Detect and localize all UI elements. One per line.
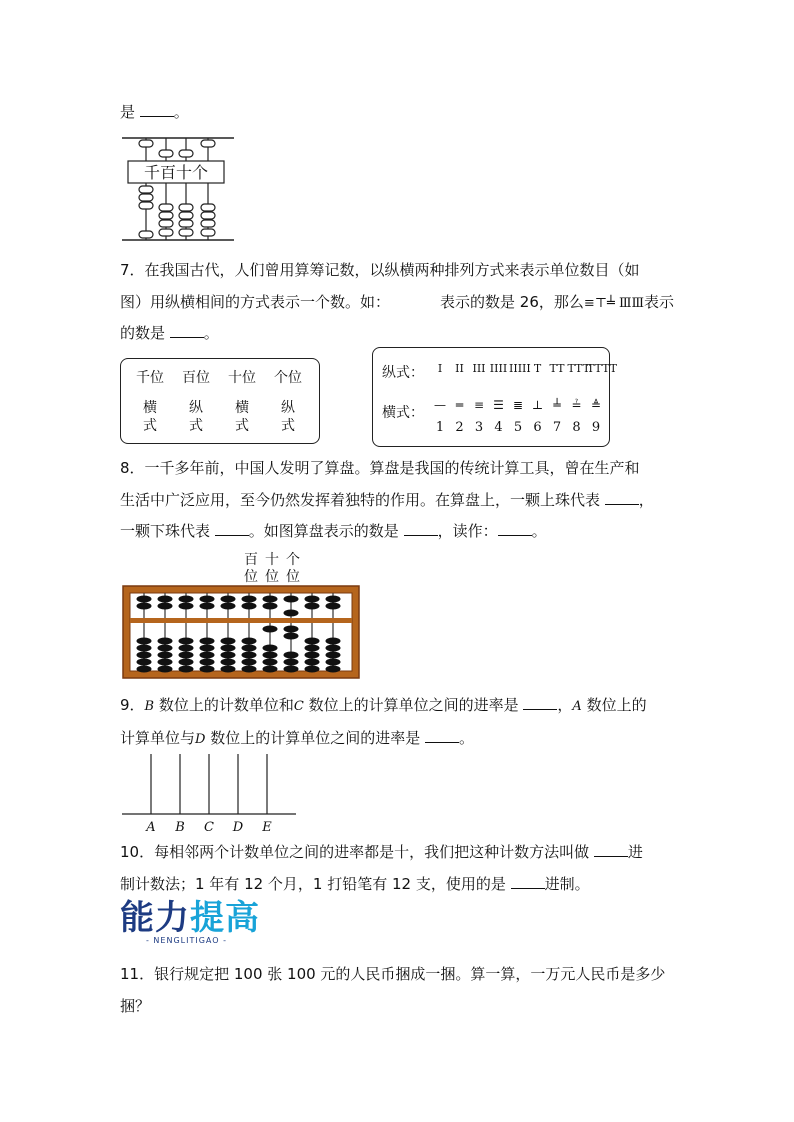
column-label-e: E bbox=[262, 820, 272, 835]
style-char: 纵 bbox=[189, 400, 203, 416]
abacus-bead bbox=[200, 659, 215, 666]
answer-blank[interactable] bbox=[498, 521, 532, 536]
abacus-bead bbox=[158, 645, 173, 652]
abacus-bead bbox=[221, 638, 236, 645]
abacus-label-tens: 十 bbox=[265, 552, 279, 568]
q7-line-3: 的数是 。 bbox=[120, 324, 219, 342]
abacus-bead bbox=[263, 652, 278, 659]
abacus-bead bbox=[221, 645, 236, 652]
abacus-bead bbox=[305, 659, 320, 666]
abacus-bead bbox=[242, 603, 257, 610]
abacus-bead bbox=[158, 659, 173, 666]
abacus-bead bbox=[200, 638, 215, 645]
abacus-bead bbox=[326, 638, 341, 645]
vertical-style-label: 纵式： bbox=[382, 365, 424, 381]
style-char: 纵 bbox=[281, 400, 295, 416]
abacus-bead bbox=[242, 638, 257, 645]
q8-line-1: 8．一千多年前，中国人发明了算盘。算盘是我国的传统计算工具，曾在生产和 bbox=[120, 459, 640, 477]
abacus-figure-2 bbox=[122, 585, 360, 679]
abacus-bead bbox=[158, 603, 173, 610]
rod-number: 5 bbox=[513, 420, 523, 435]
abacus-bead bbox=[284, 610, 299, 617]
header-tens: 十位 bbox=[228, 370, 256, 386]
horizontal-rod: — bbox=[434, 398, 446, 412]
q11-line-2: 捆？ bbox=[120, 997, 151, 1015]
horizontal-style-label: 横式： bbox=[382, 405, 424, 421]
abacus-bead bbox=[284, 626, 299, 633]
abacus-bead bbox=[158, 666, 173, 673]
abacus-bead bbox=[284, 666, 299, 673]
abacus-bead bbox=[326, 666, 341, 673]
abacus-bead bbox=[200, 666, 215, 673]
abacus-bead bbox=[137, 659, 152, 666]
abacus-bead bbox=[326, 652, 341, 659]
style-char: 式 bbox=[143, 418, 157, 434]
rod-numeral-example: ≡⊤╧ ⅢⅢ bbox=[583, 296, 645, 311]
header-thousands: 千位 bbox=[136, 370, 164, 386]
abacus-bead bbox=[200, 645, 215, 652]
abacus-label-hundreds: 百 bbox=[244, 552, 258, 568]
abacus-bead bbox=[242, 596, 257, 603]
abacus-bead bbox=[263, 596, 278, 603]
abacus-bead bbox=[158, 596, 173, 603]
abacus-bead bbox=[263, 666, 278, 673]
abacus-figure-1 bbox=[118, 130, 238, 248]
column-label-c: C bbox=[204, 820, 214, 835]
style-char: 式 bbox=[281, 418, 295, 434]
abacus-bead bbox=[200, 596, 215, 603]
abacus-bead bbox=[179, 603, 194, 610]
abacus-place-label: 千百十个 bbox=[143, 163, 209, 182]
q8-line-2: 生活中广泛应用，至今仍然发挥着独特的作用。在算盘上，一颗上珠代表 ， bbox=[120, 491, 654, 509]
abacus-bead bbox=[221, 666, 236, 673]
abacus-bead bbox=[179, 596, 194, 603]
abacus-bead bbox=[326, 596, 341, 603]
abacus-bead bbox=[284, 652, 299, 659]
abacus-bead bbox=[179, 659, 194, 666]
abacus-label-wei: 位 bbox=[265, 569, 279, 585]
column-label-b: B bbox=[175, 820, 185, 835]
vertical-rod: T bbox=[533, 362, 542, 375]
horizontal-rod: ╧ bbox=[553, 398, 561, 412]
rod-number: 2 bbox=[455, 420, 464, 435]
abacus-bead bbox=[305, 666, 320, 673]
vertical-rod: III bbox=[472, 362, 486, 375]
header-ones: 个位 bbox=[274, 370, 302, 386]
rod-number: 9 bbox=[591, 420, 601, 435]
horizontal-rod: ≡ bbox=[473, 398, 485, 412]
abacus-bead bbox=[284, 633, 299, 640]
q11-line-1: 11．银行规定把 100 张 100 元的人民币捆成一捆。算一算，一万元人民币是多少 bbox=[120, 965, 666, 983]
q7-line-2: 图）用纵横相间的方式表示一个数。如： 表示的数是 26，那么≡⊤╧ ⅢⅢ表示 bbox=[120, 293, 675, 311]
vertical-rod: IIII bbox=[489, 362, 508, 375]
abacus-label-wei: 位 bbox=[244, 569, 258, 585]
abacus-bead bbox=[179, 645, 194, 652]
header-hundreds: 百位 bbox=[182, 370, 210, 386]
vertical-rod: TTTT bbox=[587, 362, 617, 375]
abacus-bead bbox=[326, 659, 341, 666]
answer-blank[interactable] bbox=[170, 323, 204, 338]
abacus-bead bbox=[305, 638, 320, 645]
answer-blank[interactable] bbox=[511, 874, 545, 889]
rod-number: 6 bbox=[533, 420, 542, 435]
abacus-label-ones: 个 bbox=[286, 552, 300, 568]
place-columns-figure bbox=[120, 752, 300, 836]
q9-line-1: 9．B 数位上的计数单位和C 数位上的计算单位之间的进率是 ，A 数位上的 bbox=[120, 696, 647, 714]
answer-blank[interactable] bbox=[404, 521, 438, 536]
column-label-d: D bbox=[232, 820, 244, 835]
place-value-box bbox=[120, 358, 320, 444]
rod-number: 1 bbox=[435, 420, 445, 435]
q8-line-3: 一颗下珠代表 。如图算盘表示的数是 ，读作： 。 bbox=[120, 522, 547, 540]
abacus-bead bbox=[284, 659, 299, 666]
abacus-bead bbox=[242, 659, 257, 666]
horizontal-rod: ☰ bbox=[493, 398, 504, 412]
vertical-rod: II bbox=[455, 362, 464, 375]
answer-blank[interactable] bbox=[594, 842, 628, 857]
q10-line-1: 10．每相邻两个计数单位之间的进率都是十，我们把这种计数方法叫做 进 bbox=[120, 843, 643, 861]
abacus-bead bbox=[305, 596, 320, 603]
rod-number: 3 bbox=[474, 420, 484, 435]
abacus-bead bbox=[221, 652, 236, 659]
abacus-bead bbox=[137, 645, 152, 652]
horizontal-rod: ⊥ bbox=[531, 398, 544, 412]
rod-number: 7 bbox=[552, 420, 562, 435]
q9-line-2: 计算单位与D 数位上的计算单位之间的进率是 。 bbox=[120, 729, 475, 747]
rod-number: 8 bbox=[572, 420, 581, 435]
style-char: 式 bbox=[235, 418, 249, 434]
answer-blank[interactable] bbox=[425, 728, 459, 743]
abacus-beam bbox=[130, 618, 352, 623]
q10-line-2: 制计数法；1 年有 12 个月，1 打铅笔有 12 支，使用的是 进制。 bbox=[120, 875, 590, 893]
abacus-bead bbox=[326, 603, 341, 610]
abacus-bead bbox=[179, 666, 194, 673]
abacus-bead bbox=[137, 603, 152, 610]
abacus-bead bbox=[326, 645, 341, 652]
abacus-bead bbox=[263, 603, 278, 610]
abacus-bead bbox=[305, 652, 320, 659]
q6-tail: 是 。 bbox=[120, 103, 189, 121]
abacus-bead bbox=[242, 645, 257, 652]
horizontal-rod: ≣ bbox=[512, 398, 524, 412]
abacus-bead bbox=[221, 596, 236, 603]
abacus-bead bbox=[137, 596, 152, 603]
abacus-bead bbox=[179, 652, 194, 659]
answer-blank[interactable] bbox=[605, 490, 639, 505]
abacus-bead bbox=[158, 638, 173, 645]
abacus-bead bbox=[305, 603, 320, 610]
vertical-rod: TTT bbox=[567, 362, 590, 375]
abacus-bead bbox=[158, 652, 173, 659]
style-char: 横 bbox=[235, 400, 249, 416]
abacus-label-wei: 位 bbox=[286, 569, 300, 585]
abacus-bead bbox=[263, 645, 278, 652]
rod-number: 4 bbox=[494, 420, 503, 435]
abacus-bead bbox=[200, 652, 215, 659]
abacus-bead bbox=[242, 666, 257, 673]
abacus-bead bbox=[221, 603, 236, 610]
abacus-bead bbox=[137, 652, 152, 659]
abacus-bead bbox=[263, 626, 278, 633]
horizontal-rod: ≜ bbox=[590, 398, 602, 412]
logo-subtitle: - NENGLITIGAO - bbox=[146, 936, 227, 945]
style-char: 横 bbox=[143, 400, 157, 416]
abacus-bead bbox=[137, 666, 152, 673]
horizontal-rod: ≟ bbox=[571, 398, 582, 412]
answer-blank[interactable] bbox=[523, 695, 557, 710]
abacus-bead bbox=[305, 645, 320, 652]
answer-blank[interactable] bbox=[140, 102, 174, 117]
abacus-bead bbox=[179, 638, 194, 645]
abacus-bead bbox=[200, 603, 215, 610]
style-char: 式 bbox=[189, 418, 203, 434]
section-logo: 能力提高 - NENGLITIGAO - bbox=[120, 898, 260, 945]
horizontal-rod: ═ bbox=[455, 398, 464, 412]
vertical-rod: TT bbox=[549, 362, 565, 375]
column-label-a: A bbox=[146, 820, 156, 835]
answer-blank[interactable] bbox=[215, 521, 249, 536]
abacus-bead bbox=[242, 652, 257, 659]
vertical-rod: IIIII bbox=[509, 362, 531, 375]
abacus-bead bbox=[263, 659, 278, 666]
abacus-bead bbox=[221, 659, 236, 666]
abacus-bead bbox=[137, 638, 152, 645]
vertical-rod: I bbox=[437, 362, 443, 375]
abacus-bead bbox=[284, 596, 299, 603]
q7-line-1: 7．在我国古代，人们曾用算筹记数，以纵横两种排列方式来表示单位数目（如 bbox=[120, 261, 640, 279]
counting-rods-box bbox=[372, 347, 617, 447]
